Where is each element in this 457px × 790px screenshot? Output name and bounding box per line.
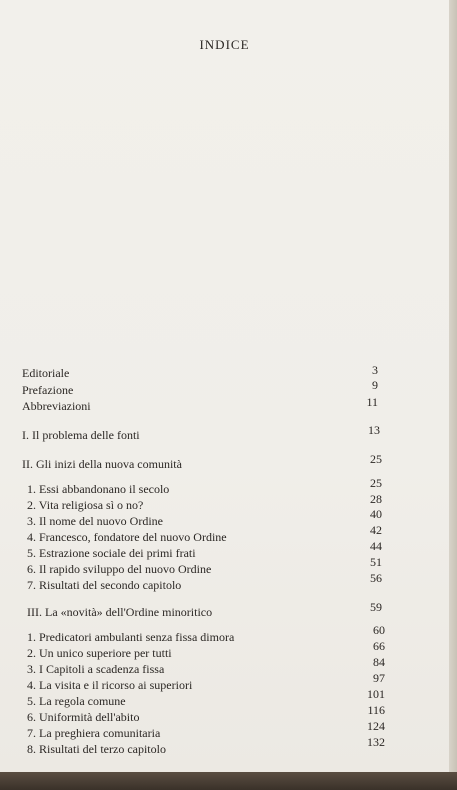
toc-entry-page: 42	[370, 523, 382, 537]
toc-entry-label: 6. Il rapido sviluppo del nuovo Ordine	[27, 562, 212, 576]
toc-entry-label: I. Il problema delle fonti	[22, 428, 140, 442]
toc-entry-page: 25	[370, 476, 382, 490]
toc-entry-label: 6. Uniformità dell'abito	[27, 710, 140, 724]
toc-entry-page: 60	[373, 623, 385, 637]
toc-entry-page: 84	[373, 655, 385, 669]
toc-entry-label: 7. La preghiera comunitaria	[27, 726, 161, 740]
toc-entry-label: 5. La regola comune	[27, 694, 126, 708]
toc-entry-label: 2. Un unico superiore per tutti	[27, 646, 172, 660]
page-edge	[449, 0, 457, 772]
toc-entry-label: II. Gli inizi della nuova comunità	[22, 457, 182, 471]
page-title: INDICE	[199, 37, 250, 52]
toc-entry-label: 3. Il nome del nuovo Ordine	[27, 514, 163, 528]
toc-entry-label: Prefazione	[22, 383, 74, 397]
toc-entry-page: 44	[370, 539, 382, 553]
toc-entry-label: 5. Estrazione sociale dei primi frati	[27, 546, 196, 560]
toc-entry-label: 8. Risultati del terzo capitolo	[27, 742, 166, 756]
toc-entry-page: 66	[373, 639, 385, 653]
toc-entry-page: 3	[372, 363, 378, 377]
toc-entry-page: 59	[370, 600, 382, 614]
toc-entry-label: 1. Predicatori ambulanti senza fissa dimora	[27, 630, 235, 644]
toc-entry-page: 28	[370, 492, 382, 506]
toc-entry-page: 25	[370, 452, 382, 466]
background-surface	[0, 772, 457, 790]
toc-entry-label: 7. Risultati del secondo capitolo	[27, 578, 182, 592]
toc-entry-label: Editoriale	[22, 366, 70, 380]
toc-entry-page: 97	[373, 671, 385, 685]
toc-entry-label: 4. La visita e il ricorso ai superiori	[27, 678, 193, 692]
toc-entry-label: 1. Essi abbandonano il secolo	[27, 482, 170, 496]
toc-entry-page: 40	[370, 507, 382, 521]
toc-entry-label: 2. Vita religiosa sì o no?	[27, 498, 144, 512]
toc-entry-label: 4. Francesco, fondatore del nuovo Ordine	[27, 530, 227, 544]
toc-entry-page: 116	[367, 703, 385, 717]
toc-entry-label: III. La «novità» dell'Ordine minoritico	[27, 605, 213, 619]
toc-entry-page: 11	[366, 395, 378, 409]
toc-entry-page: 124	[367, 719, 385, 733]
toc-entry-page: 101	[367, 687, 385, 701]
toc-entry-page: 51	[370, 555, 382, 569]
toc-entry-label: Abbreviazioni	[22, 399, 91, 413]
toc-entry-page: 13	[368, 423, 380, 437]
toc-entry-page: 9	[372, 378, 378, 392]
toc-entry-page: 132	[367, 735, 385, 749]
toc-entry-label: 3. I Capitoli a scadenza fissa	[27, 662, 165, 676]
toc-entry-page: 56	[370, 571, 382, 585]
